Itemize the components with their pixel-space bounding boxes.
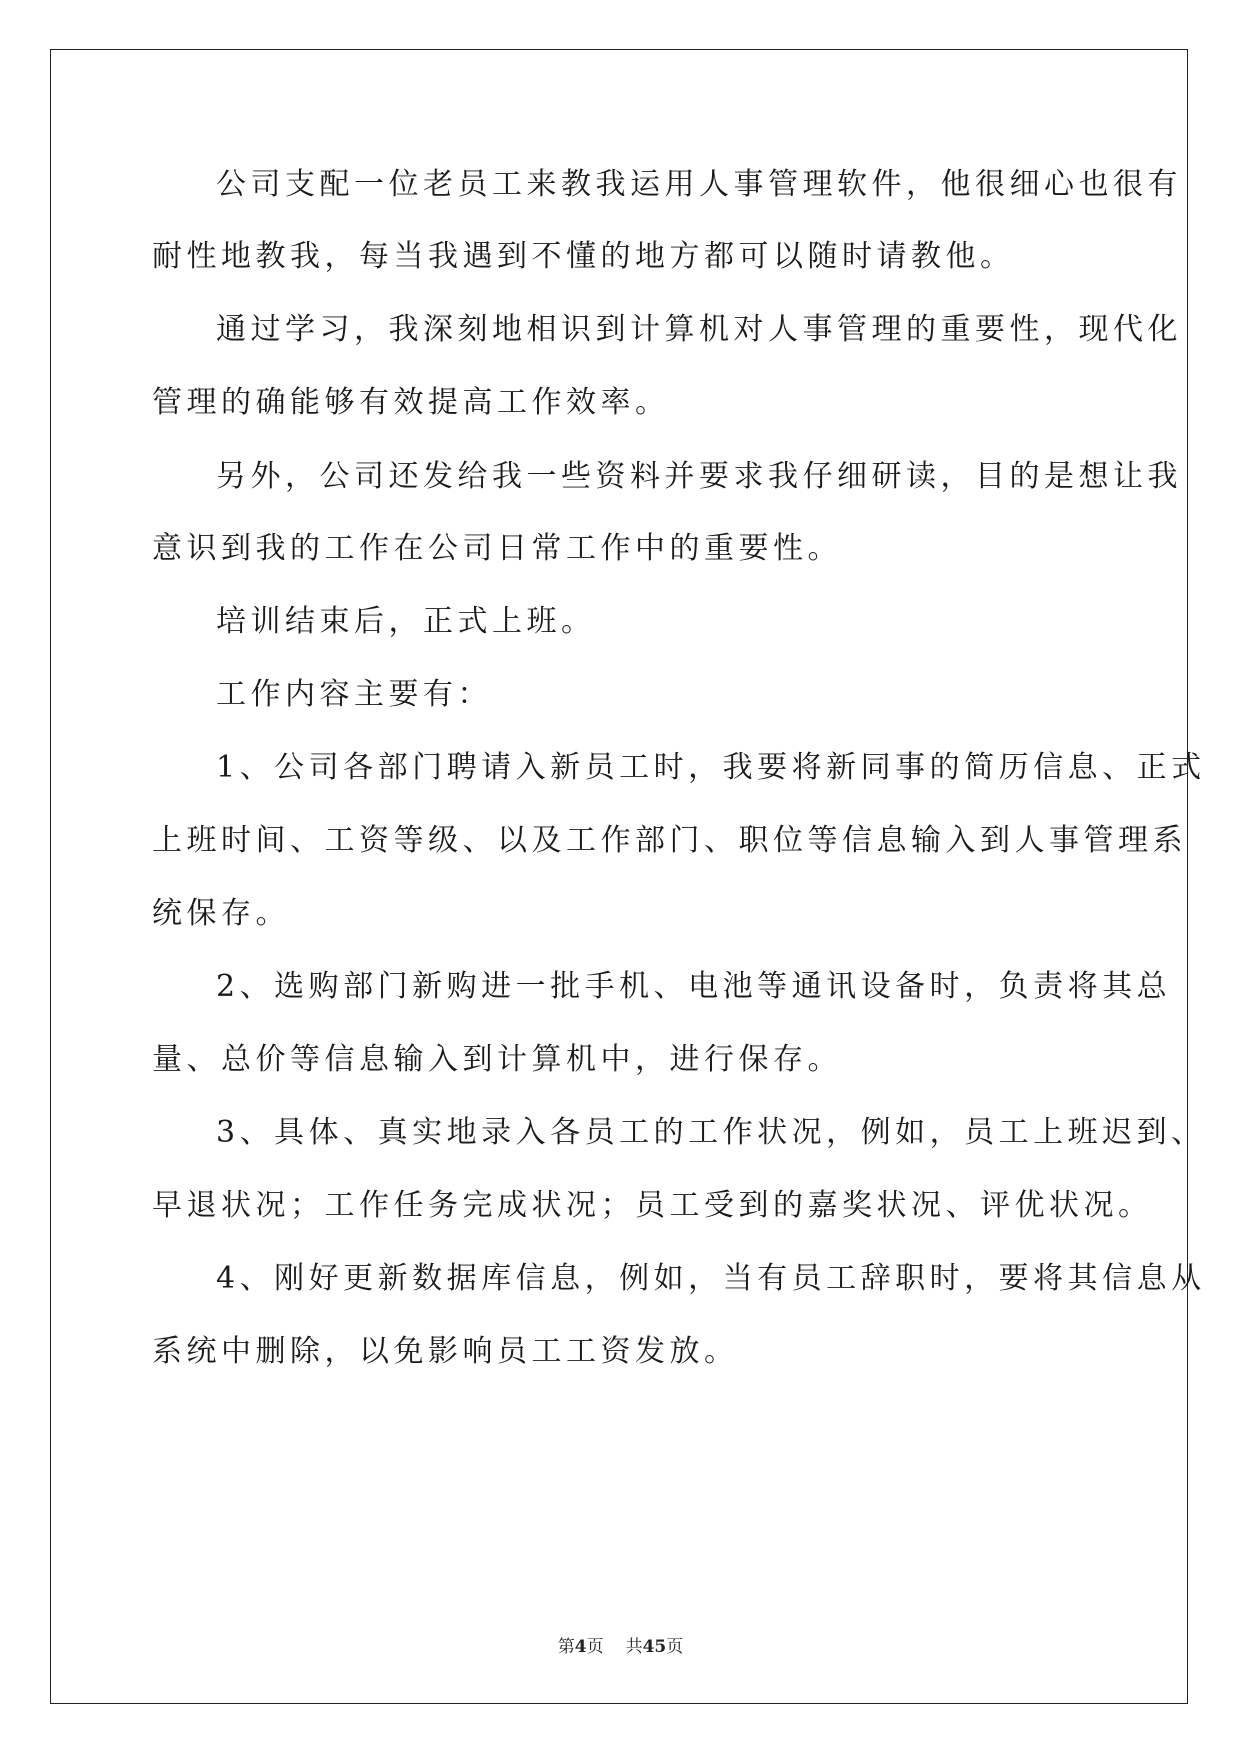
paragraph-line: 量、总价等信息输入到计算机中，进行保存。: [152, 1042, 842, 1077]
page-suffix: 页: [586, 1637, 604, 1657]
total-prefix: 共: [625, 1637, 643, 1657]
page-prefix: 第: [557, 1637, 575, 1657]
paragraph-line: 1、公司各部门聘请入新员工时，我要将新同事的简历信息、正式: [216, 750, 1206, 785]
paragraph-line: 公司支配一位老员工来教我运用人事管理软件，他很细心也很有: [216, 167, 1182, 202]
paragraph-line: 4、刚好更新数据库信息，例如，当有员工辞职时，要将其信息从: [216, 1261, 1206, 1296]
total-pages: 45: [642, 1637, 667, 1657]
page-border: [50, 49, 1206, 1704]
paragraph-line: 系统中删除，以免影响员工工资发放。: [152, 1334, 739, 1369]
paragraph-line: 工作内容主要有：: [216, 677, 492, 712]
paragraph-line: 通过学习，我深刻地相识到计算机对人事管理的重要性，现代化: [216, 312, 1182, 347]
paragraph-line: 意识到我的工作在公司日常工作中的重要性。: [152, 531, 842, 566]
paragraph-line: 2、选购部门新购进一批手机、电池等通讯设备时，负责将其总: [216, 969, 1172, 1004]
paragraph-line: 另外，公司还发给我一些资料并要求我仔细研读，目的是想让我: [216, 459, 1182, 494]
paragraph-line: 统保存。: [152, 896, 290, 931]
paragraph-line: 上班时间、工资等级、以及工作部门、职位等信息输入到人事管理系: [152, 823, 1187, 858]
paragraph-line: 3、具体、真实地录入各员工的工作状况，例如，员工上班迟到、: [216, 1115, 1206, 1150]
paragraph-line: 培训结束后，正式上班。: [216, 604, 596, 639]
paragraph-line: 耐性地教我，每当我遇到不懂的地方都可以随时请教他。: [152, 239, 1015, 274]
page-number: 4: [574, 1637, 587, 1657]
paragraph-line: 管理的确能够有效提高工作效率。: [152, 385, 670, 420]
page-footer: [0, 1632, 1241, 1657]
paragraph-line: 早退状况；工作任务完成状况；员工受到的嘉奖状况、评优状况。: [152, 1188, 1153, 1223]
total-suffix: 页: [666, 1637, 684, 1657]
